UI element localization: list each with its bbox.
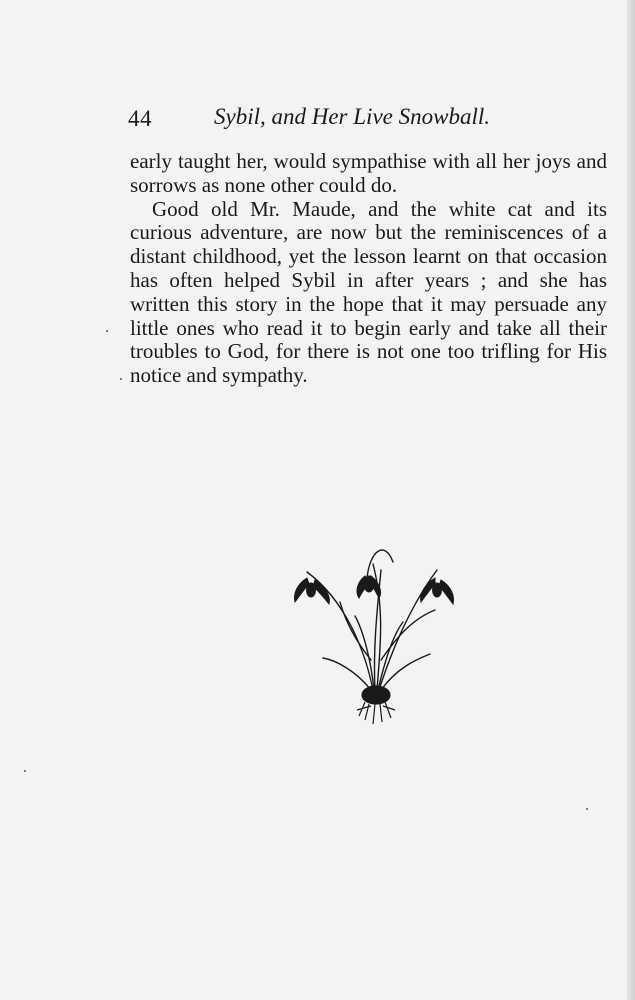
body-text bbox=[130, 150, 607, 388]
page-edge bbox=[627, 0, 635, 1000]
paper-speck bbox=[120, 378, 122, 380]
paragraph-continued: early taught her, would sympathise with all her joys and sorrows as none other could do. bbox=[130, 149, 607, 197]
paper-speck bbox=[24, 770, 26, 772]
paragraph: Good old Mr. Maude, and the white cat and its curious adventure, are now but the reminiscences of a distant childhood, yet the lesson learnt on that occasion has often helped Sybil in after years ; and she has written this story in the hope that it may persuade any little ones who read it to begin early and take all their troubles to God, for there is not one too trifling for His notice and sympathy. bbox=[130, 196, 607, 388]
paper-speck bbox=[586, 808, 588, 810]
running-title: Sybil, and Her Live Snowball. bbox=[214, 104, 490, 129]
running-header bbox=[128, 104, 528, 136]
paper-speck bbox=[106, 330, 108, 332]
page-number: 44 bbox=[128, 106, 152, 131]
snowdrop-flowers-icon bbox=[285, 540, 460, 735]
